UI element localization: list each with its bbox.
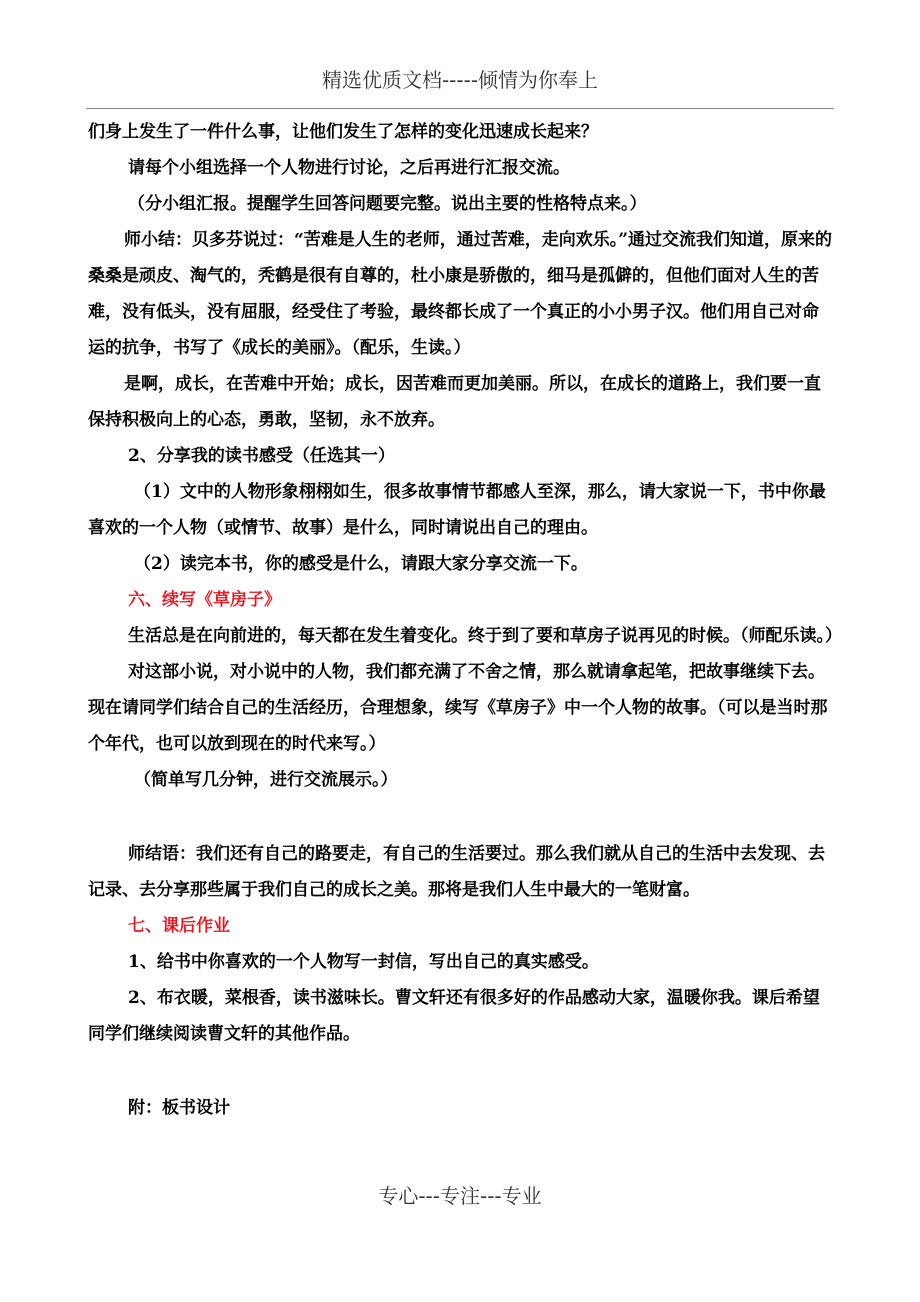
- paragraph-growth: 是啊，成长，在苦难中开始；成长，因苦难而更加美丽。所以，在成长的道路上，我们要一直保持积极向上的心态，勇敢，坚韧，永不放弃。: [88, 374, 821, 430]
- paragraph-homework-1: 1、给书中你喜欢的一个人物写一封信，写出自己的真实感受。: [128, 952, 599, 972]
- paragraph-continue-story: 对这部小说，对小说中的人物，我们都充满了不舍之情，那么就请拿起笔，把故事继续下去。现在请同学们结合自己的生活经历，合理想象，续写《草房子》中一个人物的故事。（可以是当时那个年代，也可以放到现在的时代来写。）: [88, 662, 828, 754]
- blank-line: [88, 1052, 834, 1090]
- page-header: 精选优质文档-----倾情为你奉上: [321, 68, 599, 92]
- paragraph-teacher-closing: 师结语：我们还有自己的路要走，有自己的生活要过。那么我们就从自己的生活中去发现、去记录、去分享那些属于我们自己的成长之美。那将是我们人生中最大的一笔财富。: [88, 844, 825, 900]
- paragraph-write-minutes: （简单写几分钟，进行交流展示。）: [134, 770, 398, 790]
- paragraph-homework-2: 2、布衣暖，菜根香，读书滋味长。曹文轩还有很多好的作品感动大家，温暖你我。课后希望同学们继续阅读曹文轩的其他作品。: [88, 988, 820, 1044]
- paragraph-option-1: （1）文中的人物形象栩栩如生，很多故事情节都感人至深，那么，请大家说一下，书中你最喜欢的一个人物（或情节、故事）是什么，同时请说出自己的理由。: [88, 482, 826, 538]
- page-footer: 专心---专注---专业: [378, 1184, 542, 1208]
- paragraph-board-design: 附：板书设计: [128, 1098, 230, 1118]
- section-heading-6: 六、续写《草房子》: [128, 590, 281, 610]
- blank-line: [88, 798, 834, 836]
- paragraph-continuation: 们身上发生了一件什么事，让他们发生了怎样的变化迅速成长起来？: [88, 122, 598, 142]
- paragraph-option-2: （2）读完本书，你的感受是什么，请跟大家分享交流一下。: [134, 554, 588, 574]
- document-body: [88, 114, 842, 1126]
- paragraph-life-forward: 生活总是在向前进的，每天都在发生着变化。终于到了要和草房子说再见的时候。（师配乐读。）: [128, 626, 842, 646]
- paragraph-group-discussion: 请每个小组选择一个人物进行讨论，之后再进行汇报交流。: [128, 158, 570, 178]
- paragraph-teacher-summary: 师小结：贝多芬说过：“苦难是人生的老师，通过苦难，走向欢乐。”通过交流我们知道，原来的桑桑是顽皮、淘气的，秃鹤是很有自尊的，杜小康是骄傲的，细马是孤僻的，但他们面对人生的苦难，没有低头，没有屈服，经受住了考验，最终都长成了一个真正的小小男子汉。他们用自己对命运的抗争，书写了《成长的美丽》。（配乐，生读。）: [88, 230, 833, 358]
- section-heading-7: 七、课后作业: [128, 916, 230, 936]
- header-divider: [86, 108, 834, 109]
- paragraph-group-report: （分小组汇报。提醒学生回答问题要完整。说出主要的性格特点来。）: [128, 194, 647, 214]
- paragraph-share-title: 2、分享我的读书感受（任选其一）: [128, 446, 395, 466]
